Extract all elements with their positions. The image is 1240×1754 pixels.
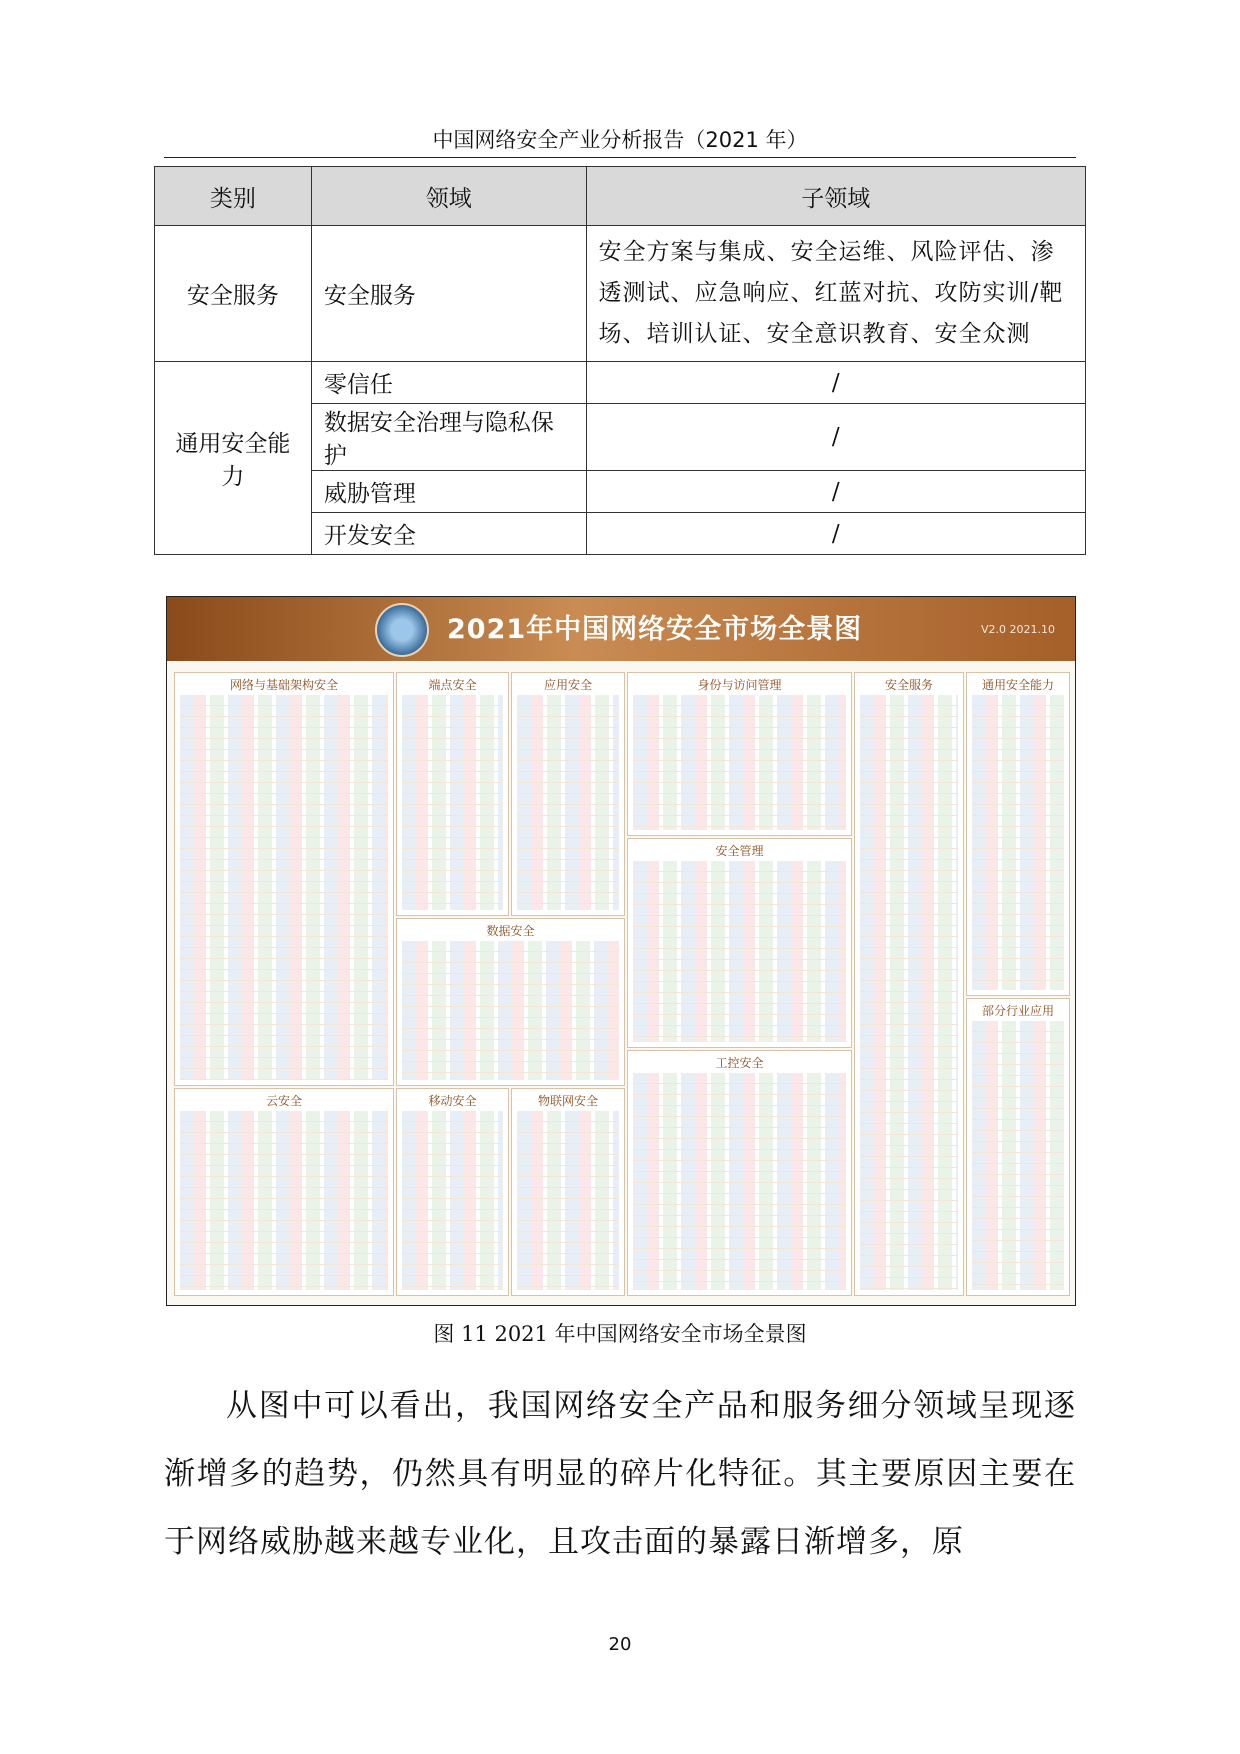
- header-rule: [164, 157, 1076, 158]
- cell-domain: 数据安全治理与隐私保护: [311, 404, 586, 471]
- panel-network-infrastructure: [174, 672, 394, 1086]
- panel-title: 物联网安全: [537, 1094, 598, 1108]
- panel-title: 移动安全: [428, 1094, 477, 1108]
- cell-domain: 安全服务: [311, 226, 586, 362]
- panel-data-security: [396, 918, 625, 1086]
- vendor-logo-grid: [402, 1111, 503, 1290]
- panel-title: 工控安全: [715, 1056, 764, 1070]
- panel-endpoint: [396, 672, 509, 916]
- vendor-logo-grid: [972, 695, 1064, 990]
- header-domain: 领域: [311, 167, 586, 226]
- panel-industry-applications: [966, 998, 1070, 1296]
- header-subdomain: 子领域: [586, 167, 1085, 226]
- panel-mobile-security: [396, 1088, 509, 1296]
- cell-category: 安全服务: [155, 226, 312, 362]
- body-paragraph: 从图中可以看出，我国网络安全产品和服务细分领域呈现逐渐增多的趋势，仍然具有明显的碎片化特征。其主要原因主要在于网络威胁越来越专业化，且攻击面的暴露日渐增多，原: [164, 1388, 1076, 1560]
- cell-subdomain: /: [586, 362, 1085, 404]
- panel-title: 安全管理: [715, 844, 764, 858]
- figure-banner: [167, 597, 1075, 661]
- figure-version: V2.0 2021.10: [980, 623, 1055, 636]
- vendor-logo-grid: [180, 695, 388, 1080]
- vendor-logo-grid: [860, 695, 958, 1290]
- cell-subdomain: /: [586, 404, 1085, 471]
- vendor-logo-grid: [402, 941, 619, 1080]
- table-row: [155, 226, 1086, 362]
- panel-title: 数据安全: [486, 924, 535, 938]
- panel-security-services: [854, 672, 964, 1296]
- panel-title: 通用安全能力: [981, 678, 1054, 692]
- cell-domain: 开发安全: [311, 513, 586, 555]
- cell-subdomain: 安全方案与集成、安全运维、风险评估、渗透测试、应急响应、红蓝对抗、攻防实训/靶场、培训认证、安全意识教育、安全众测: [586, 226, 1085, 362]
- cell-subdomain: /: [586, 471, 1085, 513]
- panel-ics-security: [627, 1050, 852, 1296]
- panel-title: 端点安全: [428, 678, 477, 692]
- vendor-logo-grid: [633, 1073, 846, 1290]
- vendor-logo-grid: [972, 1021, 1064, 1290]
- panel-iot-security: [511, 1088, 625, 1296]
- panel-title: 身份与访问管理: [697, 678, 782, 692]
- vendor-logo-grid: [517, 1111, 619, 1290]
- association-logo-icon: [375, 603, 429, 657]
- header-category: 类别: [155, 167, 312, 226]
- page-number: 20: [608, 1634, 632, 1655]
- panel-title: 网络与基础架构安全: [229, 678, 338, 692]
- vendor-logo-grid: [633, 861, 846, 1042]
- vendor-logo-grid: [517, 695, 619, 910]
- vendor-logo-grid: [402, 695, 503, 910]
- page-header: 中国网络安全产业分析报告（2021 年）: [432, 128, 808, 152]
- panel-title: 安全服务: [884, 678, 933, 692]
- panel-title: 部分行业应用: [981, 1004, 1054, 1018]
- cell-domain: 零信任: [311, 362, 586, 404]
- panel-title: 云安全: [265, 1094, 302, 1108]
- panel-security-management: [627, 838, 852, 1048]
- table-header-row: [155, 167, 1086, 226]
- table-row: [155, 362, 1086, 404]
- panel-identity-access: [627, 672, 852, 836]
- cell-subdomain: /: [586, 513, 1085, 555]
- panel-general-capability: [966, 672, 1070, 996]
- panel-application: [511, 672, 625, 916]
- vendor-logo-grid: [633, 695, 846, 830]
- panel-title: 应用安全: [543, 678, 592, 692]
- cell-category: 通用安全能力: [155, 362, 312, 555]
- panel-cloud-security: [174, 1088, 394, 1296]
- market-landscape-figure: [166, 596, 1076, 1306]
- category-table: [154, 166, 1086, 555]
- vendor-logo-grid: [180, 1111, 388, 1290]
- cell-domain: 威胁管理: [311, 471, 586, 513]
- figure-title: 2021年中国网络安全市场全景图: [447, 614, 863, 645]
- figure-caption: 图 11 2021 年中国网络安全市场全景图: [433, 1322, 807, 1346]
